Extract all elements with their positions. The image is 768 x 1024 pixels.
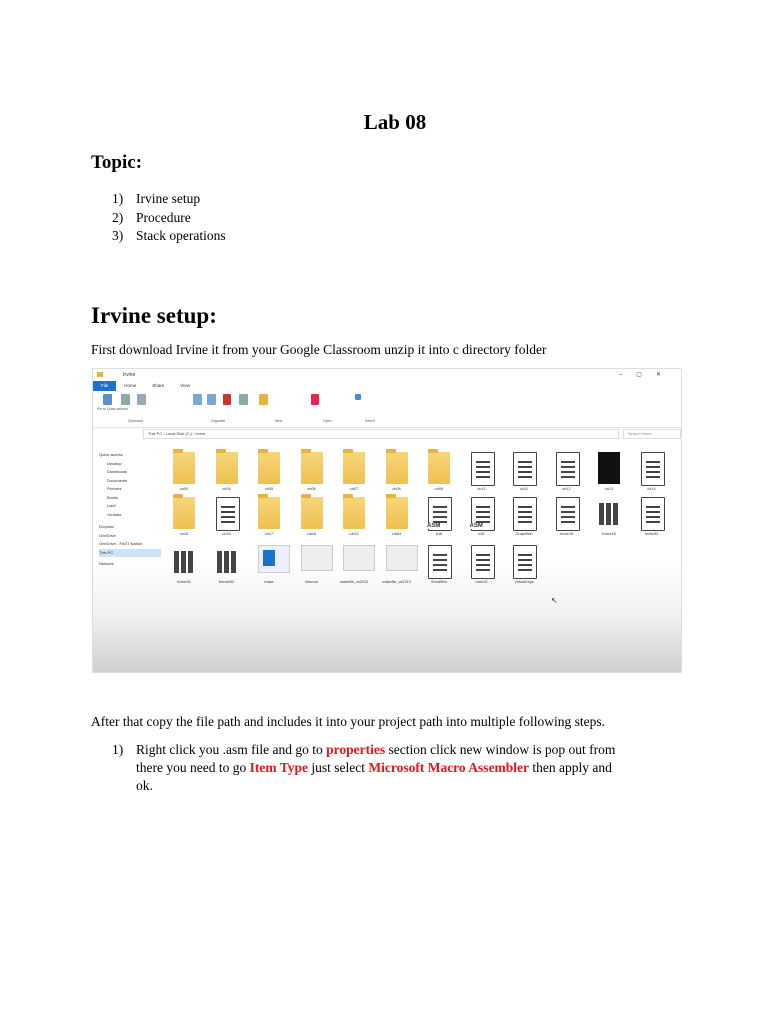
- nav-item[interactable]: Lab2: [107, 503, 116, 508]
- document-icon[interactable]: [428, 497, 452, 531]
- file-label: Irvine16: [559, 532, 574, 536]
- after-paragraph: After that copy the file path and includes it into your project path into multiple following steps.: [91, 714, 606, 729]
- folder-icon[interactable]: [301, 452, 323, 484]
- nav-item[interactable]: OneDrive - FAST Nation: [99, 541, 143, 546]
- document-icon[interactable]: [471, 452, 495, 486]
- pin-icon[interactable]: [103, 394, 112, 405]
- nav-item[interactable]: This PC: [99, 549, 161, 558]
- library-file-icon[interactable]: [598, 497, 620, 529]
- folder-icon[interactable]: [343, 497, 365, 529]
- copy-icon[interactable]: [121, 394, 130, 405]
- folder-icon[interactable]: [173, 452, 195, 484]
- copy-to-icon[interactable]: [207, 394, 216, 405]
- delete-icon[interactable]: [223, 394, 231, 405]
- folder-icon[interactable]: [386, 497, 408, 529]
- group-label: Open: [323, 419, 332, 423]
- explorer-screenshot: [92, 368, 682, 673]
- folder-icon[interactable]: [428, 452, 450, 484]
- intro-paragraph: First download Irvine it from your Google Classroom unzip it into c directory folder: [91, 342, 547, 357]
- file-label: ch12: [562, 487, 571, 491]
- step-1: [112, 741, 632, 795]
- select-all-icon[interactable]: [355, 394, 361, 400]
- topic-list: [112, 190, 226, 246]
- document-icon[interactable]: [556, 452, 580, 486]
- settings-file-icon[interactable]: [301, 545, 333, 571]
- nav-item[interactable]: OneDrive: [99, 532, 116, 538]
- file-label: ch04: [222, 487, 231, 491]
- folder-icon: [97, 372, 103, 377]
- mouse-cursor-icon: ↖: [551, 596, 558, 605]
- highlight-properties: properties: [326, 742, 386, 757]
- file-label: ch14: [647, 487, 656, 491]
- tab-file[interactable]: File: [93, 381, 116, 391]
- file-label: ch00: [179, 487, 189, 491]
- group-label: Organize: [211, 419, 226, 423]
- settings-file-icon[interactable]: [386, 545, 418, 571]
- file-label: Lib64: [391, 532, 402, 536]
- file-label: ch05: [264, 487, 274, 491]
- file-label: Kernel32: [218, 580, 235, 584]
- nav-item[interactable]: Youtube: [107, 511, 122, 517]
- paste-icon[interactable]: [137, 394, 146, 405]
- window-title: Irvine: [123, 372, 136, 378]
- topic-item: 2) Procedure: [112, 209, 191, 225]
- document-icon[interactable]: [513, 497, 537, 531]
- file-label: ch15: [179, 532, 189, 536]
- file-label: Irvine16: [602, 532, 616, 536]
- document-icon[interactable]: [513, 545, 537, 579]
- section-heading: Irvine setup:: [91, 303, 217, 328]
- ribbon-tabs: [93, 381, 681, 391]
- file-label: Lib32: [349, 532, 359, 536]
- file-label: makefile_vs2010: [339, 580, 369, 584]
- step-text: Right click you .asm file and go to properties section click new window is pop out from there you need to go Item Type just select Microsoft Macro Assembler then apply and ok.: [136, 742, 616, 793]
- nav-item[interactable]: Downloads: [107, 469, 127, 474]
- page-title: Lab 08: [363, 110, 427, 134]
- asm-badge: ASM: [427, 523, 441, 529]
- file-label: SmallWin: [430, 580, 448, 584]
- document-icon[interactable]: [216, 497, 240, 531]
- file-label: Irvine32: [177, 580, 191, 584]
- document-icon[interactable]: [641, 497, 665, 531]
- highlight-item-type: Item Type: [249, 760, 308, 775]
- window-file-icon[interactable]: [258, 545, 290, 573]
- nav-item[interactable]: Documents: [107, 477, 128, 483]
- file-label: VirtualKeys: [514, 580, 534, 584]
- file-label: ch11: [520, 487, 528, 491]
- tab-share[interactable]: Share: [152, 383, 165, 388]
- folder-icon[interactable]: [216, 452, 238, 484]
- nav-item[interactable]: Network: [99, 561, 114, 566]
- nav-item[interactable]: Dropbox: [99, 524, 115, 529]
- file-label: Lib16: [306, 532, 317, 536]
- file-label: ch09: [434, 487, 444, 491]
- folder-icon[interactable]: [258, 497, 280, 529]
- ribbon: [93, 391, 681, 428]
- settings-file-icon[interactable]: [343, 545, 375, 571]
- folder-icon[interactable]: [343, 452, 365, 484]
- file-label: ch11: [477, 487, 486, 491]
- file-label: b16: [435, 532, 443, 536]
- folder-icon[interactable]: [301, 497, 323, 529]
- folder-icon[interactable]: [258, 452, 280, 484]
- nav-item[interactable]: Pictures: [107, 486, 122, 491]
- file-label: makefile_vs2013: [382, 580, 411, 584]
- group-label: Clipboard: [128, 419, 143, 423]
- file-label: Macros: [305, 580, 318, 584]
- window-controls[interactable]: –▢✕: [618, 372, 675, 378]
- file-label: ch06: [307, 487, 316, 491]
- file-label: make: [264, 580, 274, 584]
- move-to-icon[interactable]: [193, 394, 202, 405]
- file-label: ch13: [604, 487, 614, 491]
- new-folder-icon[interactable]: [259, 394, 268, 405]
- document-icon[interactable]: [641, 452, 665, 486]
- nav-item[interactable]: Quick access: [99, 452, 123, 457]
- properties-icon[interactable]: [311, 394, 319, 405]
- black-file-icon[interactable]: [598, 452, 620, 484]
- highlight-masm: Microsoft Macro Assembler: [368, 760, 530, 775]
- asm-badge: ASM: [469, 523, 483, 529]
- topic-item: 3) Stack operations: [112, 228, 226, 243]
- file-label: ch17: [264, 532, 274, 536]
- document-icon[interactable]: [471, 497, 495, 531]
- document-icon[interactable]: [428, 545, 452, 579]
- file-label: Irvine32: [644, 532, 659, 536]
- file-label: User32: [475, 580, 488, 584]
- nav-item[interactable]: Books: [107, 494, 119, 500]
- ribbon-label: Pin to Quick access: [97, 407, 128, 411]
- document-icon[interactable]: [471, 545, 495, 579]
- window-titlebar: [93, 369, 681, 381]
- search-input[interactable]: Search Irvine: [623, 429, 681, 439]
- file-label: b32: [478, 532, 485, 536]
- file-label: GraphWin: [515, 532, 533, 536]
- step-number: 1): [112, 742, 124, 757]
- document-icon[interactable]: [513, 452, 537, 486]
- file-label: ch07: [349, 487, 359, 491]
- navigation-pane: [99, 451, 161, 569]
- library-file-icon[interactable]: [216, 545, 238, 577]
- folder-icon[interactable]: [173, 497, 195, 529]
- topic-item: 1) Irvine setup: [112, 191, 201, 206]
- file-label: ch16: [222, 532, 231, 536]
- tab-view[interactable]: View: [180, 383, 190, 388]
- library-file-icon[interactable]: [173, 545, 195, 577]
- group-label: New: [275, 419, 283, 423]
- file-label: ch08: [392, 487, 401, 491]
- document-icon[interactable]: [556, 497, 580, 531]
- topic-heading: Topic:: [91, 152, 143, 173]
- address-bar[interactable]: This PC › Local Disk (C:) › Irvine: [143, 429, 619, 439]
- folder-icon[interactable]: [386, 452, 408, 484]
- nav-item[interactable]: Desktop: [107, 460, 122, 466]
- rename-icon[interactable]: [239, 394, 248, 405]
- tab-home[interactable]: Home: [124, 383, 137, 388]
- group-label: Select: [365, 419, 375, 423]
